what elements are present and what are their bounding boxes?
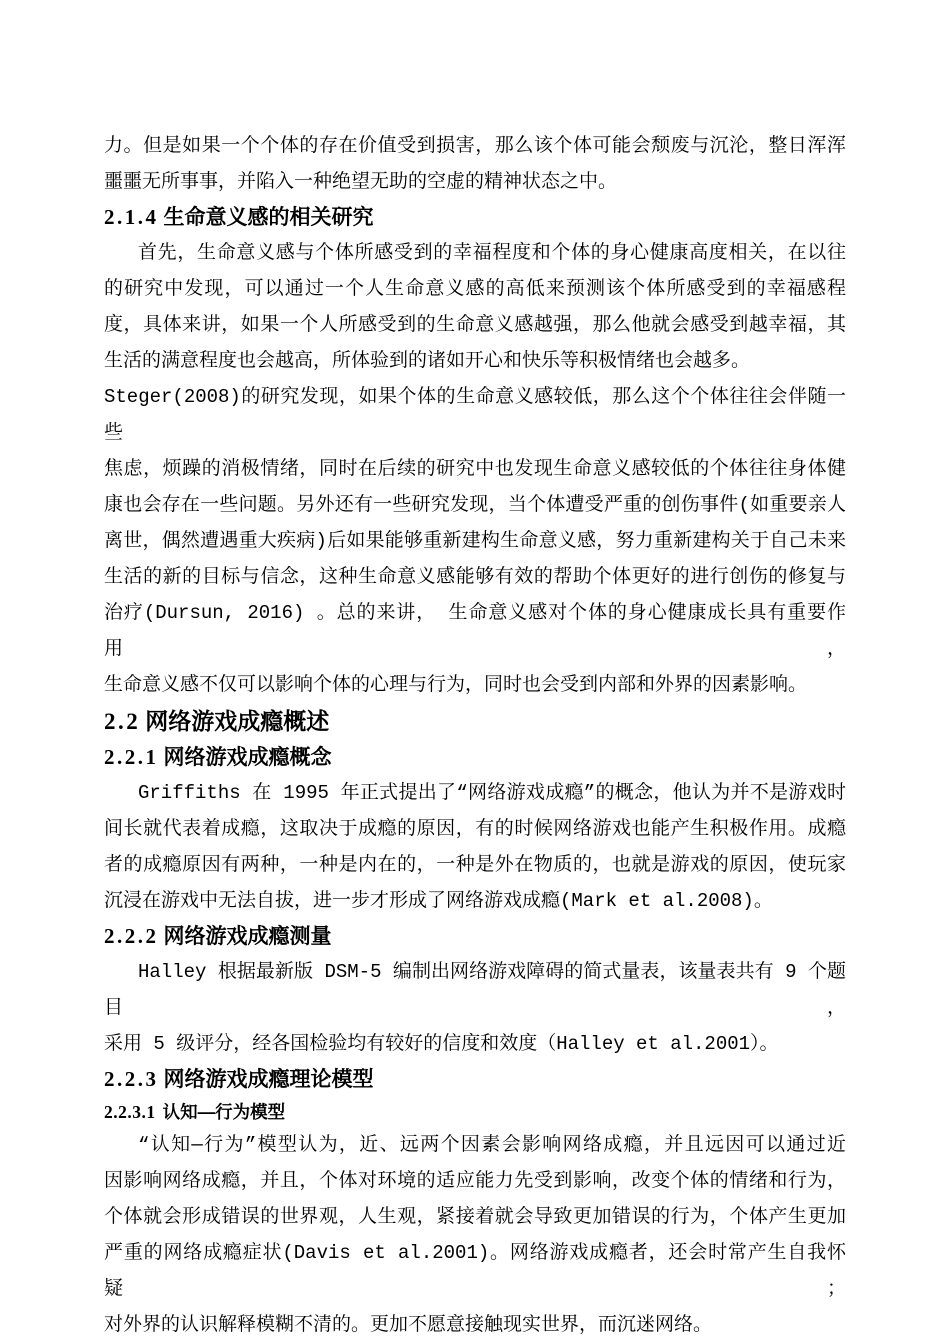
heading-title: 网络游戏成瘾概述	[145, 708, 330, 734]
paragraph	[104, 379, 846, 703]
paragraph-line: 康也会存在一些问题。另外还有一些研究发现，当个体遭受严重的创伤事件(如重要亲人	[104, 494, 846, 516]
paragraph-line: 采用 5 级评分，经各国检验均有较好的信度和效度（Halley et al.2001）。	[104, 1033, 779, 1055]
section-heading-2.2.3.1	[104, 1097, 846, 1127]
heading-title: 网络游戏成瘾概念	[163, 746, 332, 769]
heading-title: 认知—行为模型	[162, 1102, 286, 1122]
heading-number: 2.2.3	[104, 1067, 159, 1091]
paragraph-line: 焦虑，烦躁的消极情绪，同时在后续的研究中也发现生命意义感较低的个体往往身体健	[104, 458, 846, 480]
paragraph-line: 度，具体来讲，如果一个人所感受到的生命意义感越强，那么他就会感受到越幸福，其	[104, 314, 846, 336]
section-heading-2.2.3	[104, 1062, 846, 1097]
paragraph-line: 严重的网络成瘾症状(Davis et al.2001)。网络游戏成瘾者，还会时常产生自我怀疑；	[104, 1242, 846, 1300]
paragraph-line: 沉浸在游戏中无法自拔，进一步才形成了网络游戏成瘾(Mark et al.2008)。	[104, 890, 773, 912]
paragraph-line: 对外界的认识解释模糊不清的。更加不愿意接触现实世界，而沉迷网络。	[104, 1314, 713, 1336]
paragraph-line: 的研究中发现，可以通过一个人生命意义感的高低来预测该个体所感受到的幸福感程	[104, 278, 846, 300]
paragraph-line: Steger(2008)的研究发现，如果个体的生命意义感较低，那么这个个体往往会伴随一些	[104, 386, 846, 444]
heading-number: 2.2	[104, 709, 141, 734]
heading-title: 生命意义感的相关研究	[163, 206, 374, 229]
heading-number: 2.2.3.1	[104, 1102, 156, 1122]
section-heading-2.2.1	[104, 740, 846, 775]
document-content	[104, 128, 846, 1343]
paragraph	[104, 235, 846, 379]
paragraph-line: 间长就代表着成瘾，这取决于成瘾的原因，有的时候网络游戏也能产生积极作用。成瘾	[104, 818, 846, 840]
paragraph-line: 因影响网络成瘾，并且，个体对环境的适应能力先受到影响，改变个体的情绪和行为，	[104, 1170, 846, 1192]
paragraph-line: 生命意义感不仅可以影响个体的心理与行为，同时也会受到内部和外界的因素影响。	[104, 674, 808, 696]
paragraph-line: Halley 根据最新版 DSM-5 编制出网络游戏障碍的简式量表，该量表共有 9 个题目，	[104, 961, 846, 1019]
heading-title: 网络游戏成瘾理论模型	[163, 1068, 374, 1091]
paragraph-line: 力。但是如果一个个体的存在价值受到损害，那么该个体可能会颓废与沉沦，整日浑浑	[104, 135, 846, 157]
paragraph-line: 首先，生命意义感与个体所感受到的幸福程度和个体的身心健康高度相关，在以往	[138, 242, 846, 264]
paragraph-line: 治疗(Dursun, 2016) 。总的来讲， 生命意义感对个体的身心健康成长具有重要作用，	[104, 602, 846, 660]
paragraph-line: 离世，偶然遭遇重大疾病)后如果能够重新建构生命意义感，努力重新建构关于自己未来	[104, 530, 846, 552]
paragraph	[104, 775, 846, 919]
heading-number: 2.1.4	[104, 205, 159, 229]
paragraph	[104, 128, 846, 200]
paragraph	[104, 954, 846, 1062]
heading-title: 网络游戏成瘾测量	[163, 925, 332, 948]
paragraph-line: 个体就会形成错误的世界观，人生观，紧接着就会导致更加错误的行为，个体产生更加	[104, 1206, 846, 1228]
paragraph-line: 生活的满意程度也会越高，所体验到的诸如开心和快乐等积极情绪也会越多。	[104, 350, 751, 372]
paragraph-line: Griffiths 在 1995 年正式提出了“网络游戏成瘾”的概念，他认为并不是游戏时	[138, 782, 846, 804]
heading-number: 2.2.1	[104, 745, 159, 769]
paragraph-line: “认知—行为”模型认为，近、远两个因素会影响网络成瘾，并且远因可以通过近	[138, 1134, 846, 1156]
paragraph-line: 生活的新的目标与信念，这种生命意义感能够有效的帮助个体更好的进行创伤的修复与	[104, 566, 846, 588]
section-heading-2.2	[104, 703, 846, 740]
section-heading-2.1.4	[104, 200, 846, 235]
paragraph-line: 者的成瘾原因有两种，一种是内在的，一种是外在物质的，也就是游戏的原因，使玩家	[104, 854, 846, 876]
paragraph	[104, 1127, 846, 1343]
heading-number: 2.2.2	[104, 924, 159, 948]
paragraph-line: 噩噩无所事事，并陷入一种绝望无助的空虚的精神状态之中。	[104, 171, 618, 193]
section-heading-2.2.2	[104, 919, 846, 954]
